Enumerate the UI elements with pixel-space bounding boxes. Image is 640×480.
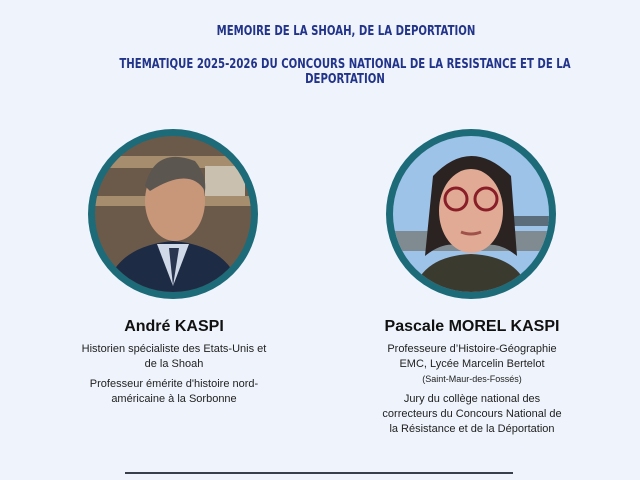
bio-line: de la Shoah	[144, 358, 204, 370]
bio-line: EMC, Lycée Marcelin Bertelot	[399, 358, 545, 370]
portrait-pascale-morel-kaspi	[386, 129, 556, 299]
speaker-bio-andre-kaspi-2	[44, 377, 304, 407]
bio-line: Historien spécialiste des Etats-Unis et	[81, 343, 267, 355]
subtitle-thematique: THEMATIQUE 2025-2026 DU CONCOURS NATIONAL DE LA RESISTANCE ET DE LA DEPORTATION	[119, 57, 571, 87]
speaker-name-andre-kaspi: André KASPI	[124, 318, 224, 335]
speaker-bio-pascale-1	[342, 342, 602, 387]
speaker-bio-andre-kaspi-1	[44, 342, 304, 372]
bio-line: correcteurs du Concours National de	[382, 408, 562, 420]
subtitle-memoire: MEMOIRE DE LA SHOAH, DE LA DEPORTATION	[216, 24, 476, 39]
bio-line: américaine à la Sorbonne	[111, 393, 237, 405]
bio-line: Professeur émérite d'histoire nord-	[89, 378, 259, 390]
speaker-bio-pascale-2	[342, 392, 602, 437]
portrait-andre-kaspi	[88, 129, 258, 299]
bio-line: Jury du collège national des	[403, 393, 541, 405]
bio-line: la Résistance et de la Déportation	[389, 423, 555, 435]
bio-line: Professeure d’Histoire-Géographie	[387, 343, 557, 355]
bio-line: (Saint-Maur-des-Fossés)	[422, 374, 522, 384]
divider	[125, 472, 513, 474]
speaker-name-pascale-morel-kaspi: Pascale MOREL KASPI	[384, 318, 560, 335]
